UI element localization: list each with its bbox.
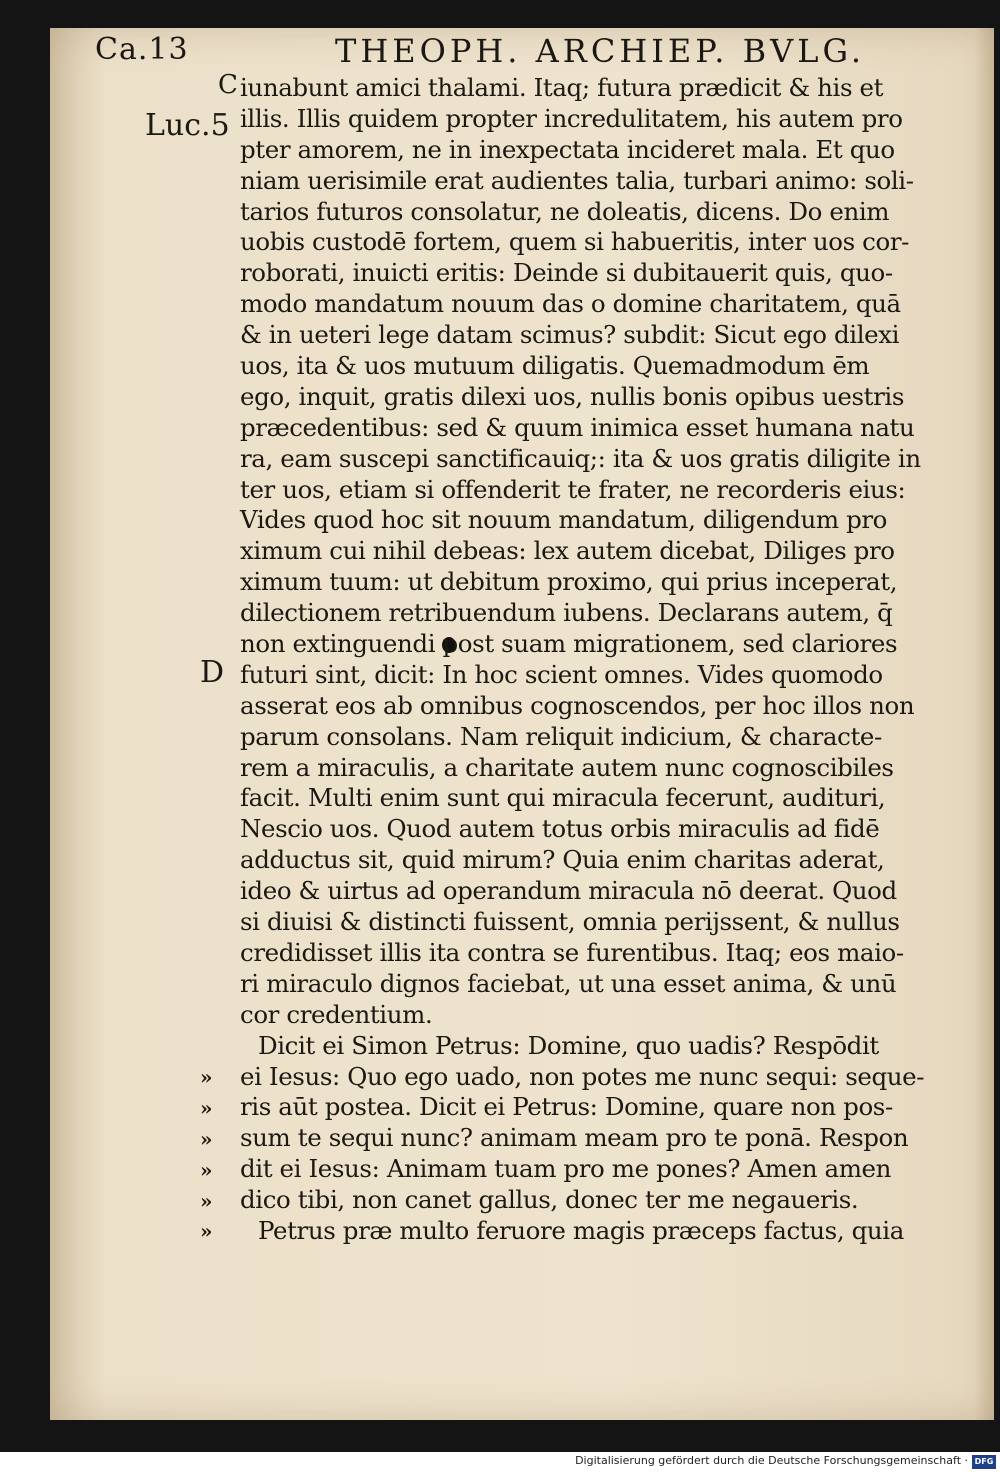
text-line: tarios futuros consolatur, ne doleatis, dicens. Do enim (240, 196, 890, 226)
text-line: ris aūt postea. Dicit ei Petrus: Domine, quare non pos- (240, 1092, 893, 1122)
text-line: ego, inquit, gratis dilexi uos, nullis bonis opibus uestris (240, 381, 905, 411)
margin-section-c: C (218, 70, 238, 100)
text-line: modo mandatum nouum das o domine charitatem, quā (240, 289, 901, 319)
quotation-marks-column (200, 1062, 230, 1247)
text-line: sum te sequi nunc? animam meam pro te ponā. Respon (240, 1123, 909, 1153)
text-line: niam uerisimile erat audientes talia, turbari animo: soli- (240, 165, 914, 195)
quote-mark: » (200, 1095, 213, 1120)
text-line: dit ei Iesus: Animam tuam pro me pones? Amen amen (240, 1154, 892, 1184)
text-line: rem a miraculis, a charitate autem nunc cognoscibiles (240, 752, 894, 782)
dfg-logo: DFG (972, 1455, 996, 1469)
text-line: ximum cui nihil debeas: lex autem dicebat, Diliges pro (240, 536, 895, 566)
quote-mark: » (200, 1065, 213, 1089)
text-line: si diuisi & distincti fuissent, omnia perijssent, & nullus (240, 907, 900, 937)
text-line: iunabunt amici thalami. Itaq; futura prædicit & his et (240, 73, 884, 102)
text-line: ter uos, etiam si offenderit te frater, ne recorderis eius: (240, 474, 906, 504)
text-line: uobis custodē fortem, quem si habueritis, inter uos cor- (240, 227, 910, 257)
text-line: pter amorem, ne in inexpectata incideret mala. Et quo (240, 134, 895, 164)
quote-mark: » (200, 1219, 213, 1244)
page-edge-shadow (974, 28, 994, 1420)
text-line: dico tibi, non canet gallus, donec ter me negaueris. (240, 1185, 859, 1215)
text-line: præcedentibus: sed & quum inimica esset humana natu (240, 412, 915, 442)
footer-credit: Digitalisierung gefördert durch die Deutsche Forschungsgemeinschaft · (575, 1454, 968, 1467)
text-line: ideo & uirtus ad operandum miracula nō deerat. Quod (240, 876, 897, 906)
quote-mark: » (200, 1188, 213, 1213)
text-line: Dicit ei Simon Petrus: Domine, quo uadis? Respōdit (258, 1030, 879, 1060)
running-head: THEOPH. ARCHIEP. BVLG. (335, 32, 866, 70)
text-line: futuri sint, dicit: In hoc scient omnes. Vides quomodo (240, 659, 883, 689)
text-line: & in ueteri lege datam scimus? subdit: Sicut ego dilexi (240, 320, 900, 350)
folio-number: Ca.13 (95, 32, 189, 67)
text-line: ximum tuum: ut debitum proximo, qui prius inceperat, (240, 567, 898, 597)
text-line: adductus sit, quid mirum? Quia enim charitas aderat, (240, 845, 885, 875)
page-header (95, 30, 940, 74)
text-line: cor credentium. (240, 999, 433, 1029)
margin-section-d: D (200, 655, 225, 690)
text-line: dilectionem retribuendum iubens. Declarans autem, q̄ (240, 598, 893, 628)
quote-mark: » (200, 1126, 213, 1151)
text-line: ei Iesus: Quo ego uado, non potes me nunc sequi: seque- (240, 1061, 925, 1091)
text-line: illis. Illis quidem propter incredulitatem, his autem pro (240, 103, 903, 133)
text-line: asserat eos ab omnibus cognoscendos, per hoc illos non (240, 690, 915, 720)
text-block (240, 73, 940, 1247)
text-line: Vides quod hoc sit nouum mandatum, diligendum pro (240, 505, 888, 535)
text-line: roborati, inuicti eritis: Deinde si dubitauerit quis, quo- (240, 258, 893, 288)
quote-mark: » (200, 1157, 213, 1182)
text-line: ra, eam suscepi sanctificauiq;: ita & uos gratis diligite in (240, 443, 921, 473)
digitization-footer (0, 1452, 1000, 1474)
text-line: credidisset illis ita contra se furentibus. Itaq; eos maio- (240, 937, 904, 967)
text-line: facit. Multi enim sunt qui miracula fecerunt, audituri, (240, 783, 886, 813)
text-line: ri miraculo dignos faciebat, ut una esset anima, & unū (240, 968, 897, 998)
text-line: Nescio uos. Quod autem totus orbis miraculis ad fidē (240, 814, 880, 844)
text-line: uos, ita & uos mutuum diligatis. Quemadmodum ēm (240, 351, 870, 381)
text-line: non extinguendi post suam migrationem, sed clariores (240, 629, 898, 659)
margin-reference: Luc.5 (145, 108, 230, 143)
text-line: parum consolans. Nam reliquit indicium, & characte- (240, 721, 882, 751)
text-line: Petrus præ multo feruore magis præceps factus, quia (258, 1215, 904, 1245)
